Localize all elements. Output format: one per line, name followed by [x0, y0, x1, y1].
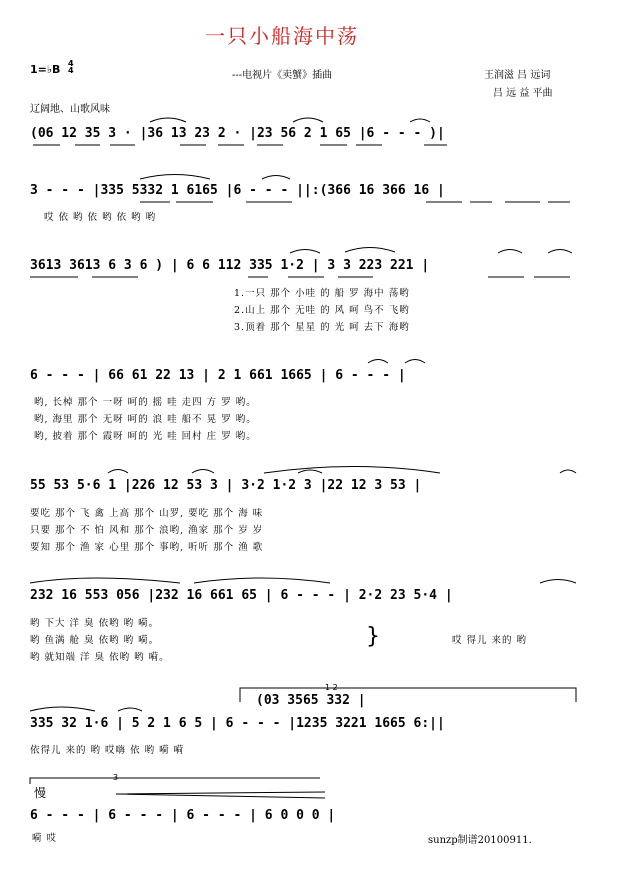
lyric-row-7: 依得儿 来的 哟 哎嗨 依 哟 嗬 嗬	[30, 745, 185, 756]
notation-row-5: 55 53 5·6 1 |226 12 53 3 | 3·2 1·2 3 |22 12 3 53 |	[30, 478, 422, 493]
lyric-row-4c: 哟, 披着 那个 霞呀 呵的 光 哇 回村 庄 罗 哟。	[34, 431, 257, 442]
key-signature: 1=♭B	[30, 63, 61, 76]
subtitle: ---电视片《卖蟹》插曲	[232, 70, 333, 81]
slur	[498, 250, 522, 254]
lyric-row-4b: 哟, 海里 那个 无呀 呵的 浪 哇 船不 晃 罗 哟。	[34, 414, 257, 425]
tempo-marking: 慢	[34, 786, 47, 800]
lyric-row-3b: 2.山上 那个 无哇 的 风 呵 鸟不 飞哟	[234, 305, 410, 316]
footer-credit: sunzp制谱20100911.	[428, 835, 532, 846]
lyric-row-6b: 哟 鱼满 舱 臭 依哟 哟 嗬。	[30, 635, 160, 646]
slur	[405, 360, 425, 364]
slur	[30, 707, 95, 711]
slur	[540, 580, 576, 584]
notation-row-2: 3 - - - |335 5332 1 6165 |6 - - - ||:(366 16 366 16 |	[30, 183, 445, 198]
lyric-row-3c: 3.顶着 那个 星星 的 光 呵 去下 海哟	[234, 322, 410, 333]
notation-row-1: (06 12 35 3 · |36 13 23 2 · |23 56 2 1 65 |6 - - - )|	[30, 126, 445, 141]
lyric-row-6a: 哟 下大 洋 臭 依哟 哟 嗬。	[30, 618, 160, 629]
refrain-brace: }	[366, 624, 380, 649]
slur	[150, 118, 186, 122]
slur	[368, 360, 388, 364]
slur	[293, 118, 323, 122]
repeat-label: 1 2	[325, 683, 338, 692]
lyric-row-6c: 哟 就知端 洋 臭 依哟 哟 嗬。	[30, 652, 170, 663]
slur	[560, 470, 576, 473]
slur	[262, 176, 290, 180]
meter-bottom: 4	[68, 66, 74, 75]
slur	[140, 175, 210, 180]
triplet-bracket	[30, 778, 320, 784]
slur	[108, 470, 128, 474]
slur	[290, 250, 320, 254]
slur	[345, 248, 395, 253]
slur	[118, 708, 142, 711]
slur	[264, 467, 440, 474]
slur	[192, 470, 214, 474]
notation-row-6: 232 16 553 056 |232 16 661 65 | 6 - - - | 2·2 23 5·4 |	[30, 588, 453, 603]
slur	[30, 578, 180, 583]
slur	[410, 119, 430, 122]
song-title: 一只小船海中荡	[205, 24, 359, 48]
composer-credit: 吕 远 益 平曲	[493, 88, 553, 99]
crescendo-hairpin	[116, 792, 325, 798]
lyric-row-2: 哎 依 哟 依 哟 依 哟 哟	[44, 212, 157, 223]
lyric-row-8: 嗬 哎	[32, 833, 58, 844]
notation-row-8: 6 - - - | 6 - - - | 6 - - - | 6 0 0 0 |	[30, 808, 336, 823]
notation-row-3: 3613 3613 6 3 6 ) | 6 6 112 335 1·2 | 3 3 223 221 |	[30, 258, 430, 273]
notation-row-7: 335 32 1·6 | 5 2 1 6 5 | 6 - - - |1235 3221 1665 6:||	[30, 716, 445, 731]
slur	[194, 578, 330, 583]
interlude-notes: (03 3565 332 |	[256, 693, 366, 708]
meter-top: 4	[68, 59, 74, 68]
lyric-row-5b: 只要 那个 不 怕 风和 那个 浪哟, 渔家 那个 岁 岁	[30, 525, 264, 536]
notation-row-4: 6 - - - | 66 61 22 13 | 2 1 661 1665 | 6 - - - |	[30, 368, 406, 383]
lyric-row-4a: 哟, 长棹 那个 一呀 呵的 摇 哇 走四 方 罗 哟。	[34, 397, 257, 408]
lyricist-credit: 王润滋 吕 远词	[484, 70, 551, 81]
style-note: 辽阔地、山歌风味	[30, 104, 110, 115]
triplet-mark: 3	[113, 773, 119, 782]
lyric-row-5c: 要知 那个 渔 家 心里 那个 事哟, 听听 那个 渔 歌	[30, 542, 264, 553]
slur	[298, 470, 322, 473]
repeat-bracket	[240, 688, 576, 702]
lyric-row-5a: 要吃 那个 飞 禽 上高 那个 山罗, 要吃 那个 海 味	[30, 508, 264, 519]
refrain-lyric: 哎 得儿 来的 哟	[452, 635, 528, 646]
slur	[548, 250, 572, 254]
lyric-row-3a: 1.一只 那个 小哇 的 船 罗 海中 荡哟	[234, 288, 410, 299]
